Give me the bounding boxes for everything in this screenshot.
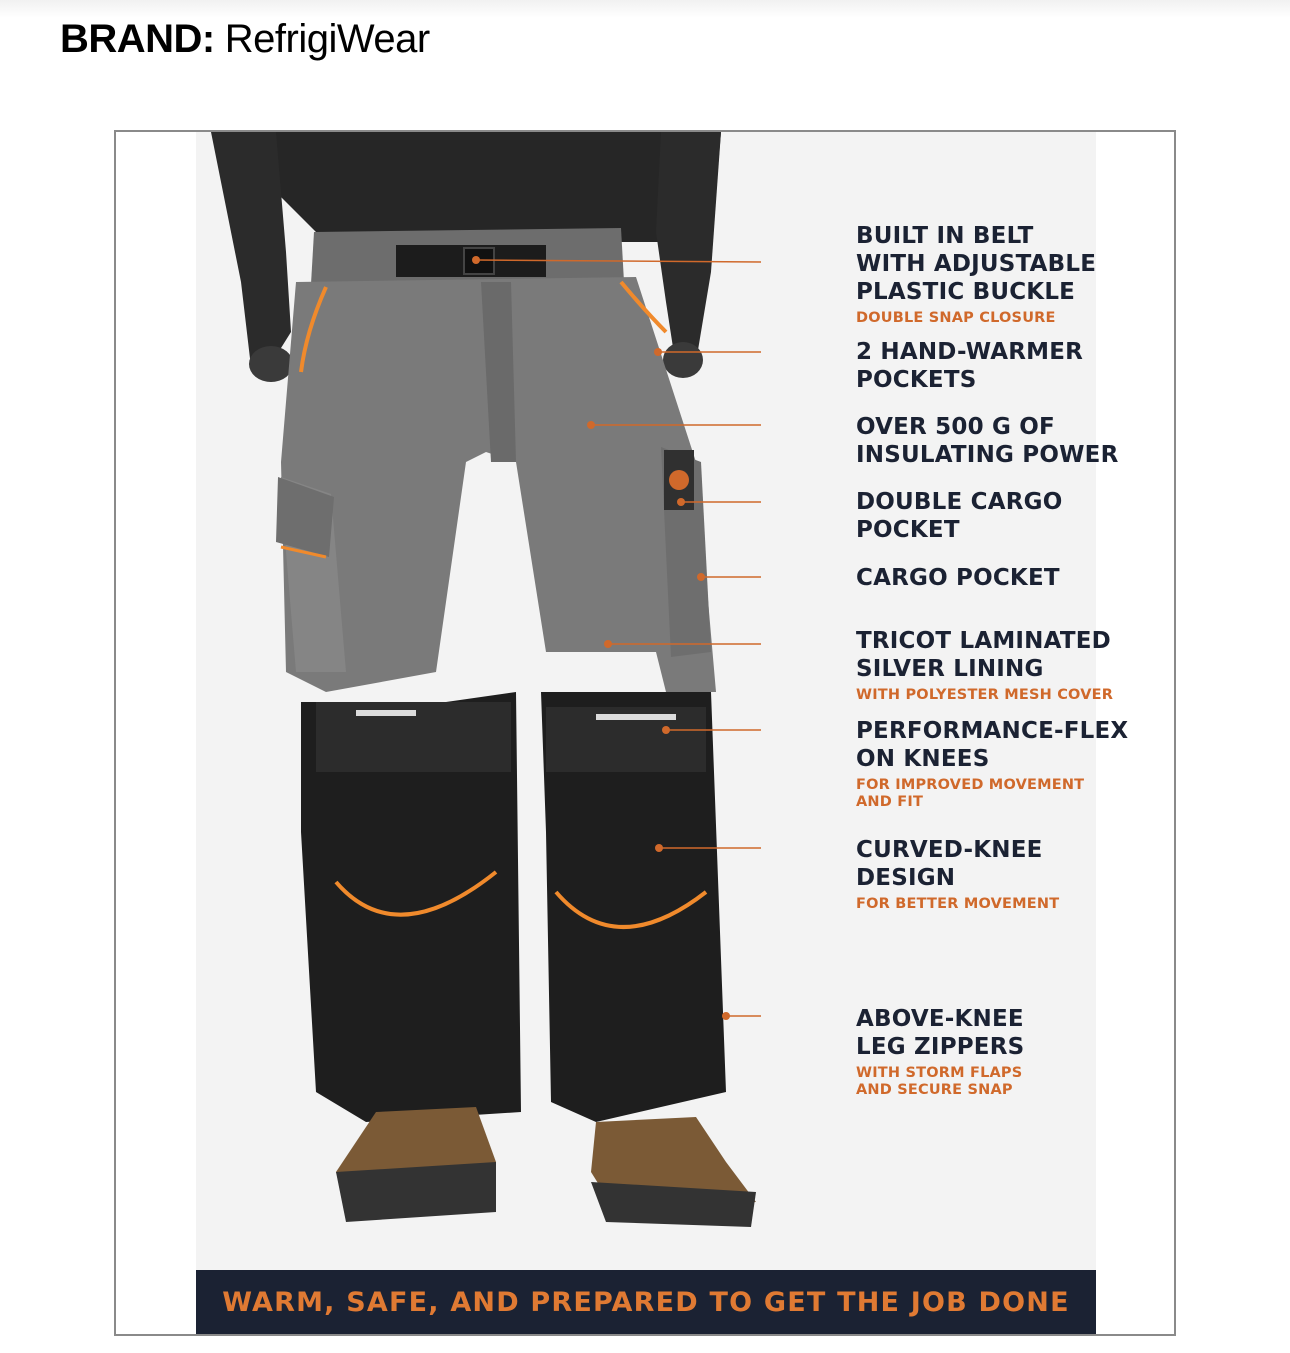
callout-curved-knee	[856, 836, 1156, 913]
callout-performance-flex	[856, 717, 1156, 811]
callout-subtitle: FOR IMPROVED MOVEMENT AND FIT	[856, 777, 1085, 810]
callout-subtitle: DOUBLE SNAP CLOSURE	[856, 310, 1056, 326]
callout-title: PERFORMANCE-FLEX ON KNEES	[856, 718, 1129, 772]
callout-subtitle: FOR BETTER MOVEMENT	[856, 896, 1060, 912]
brand-label: BRAND:	[60, 17, 215, 61]
brand-line	[60, 16, 430, 62]
callout-double-cargo	[856, 488, 1156, 544]
tagline-text: WARM, SAFE, AND PREPARED TO GET THE JOB DONE	[222, 1286, 1070, 1318]
callout-lining	[856, 627, 1156, 704]
callout-cargo	[856, 564, 1156, 592]
callout-belt	[856, 222, 1156, 327]
callout-title: BUILT IN BELT WITH ADJUSTABLE PLASTIC BUCKLE	[856, 223, 1097, 305]
callout-title: 2 HAND-WARMER POCKETS	[856, 339, 1084, 393]
product-image-frame	[114, 130, 1176, 1336]
callout-hand-warmer	[856, 338, 1156, 394]
callout-leg-zippers	[856, 1005, 1156, 1099]
product-infographic	[196, 132, 1129, 1334]
callout-title: OVER 500 G OF INSULATING POWER	[856, 414, 1119, 468]
callout-subtitle: WITH STORM FLAPS AND SECURE SNAP	[856, 1065, 1023, 1098]
callout-title: DOUBLE CARGO POCKET	[856, 489, 1063, 543]
callout-title: CURVED-KNEE DESIGN	[856, 837, 1043, 891]
brand-value: RefrigiWear	[224, 17, 430, 61]
tagline-banner	[196, 1270, 1096, 1334]
callout-subtitle: WITH POLYESTER MESH COVER	[856, 687, 1114, 703]
callout-title: CARGO POCKET	[856, 565, 1060, 591]
callout-insulation	[856, 413, 1156, 469]
callout-title: ABOVE-KNEE LEG ZIPPERS	[856, 1006, 1025, 1060]
callout-title: TRICOT LAMINATED SILVER LINING	[856, 628, 1111, 682]
